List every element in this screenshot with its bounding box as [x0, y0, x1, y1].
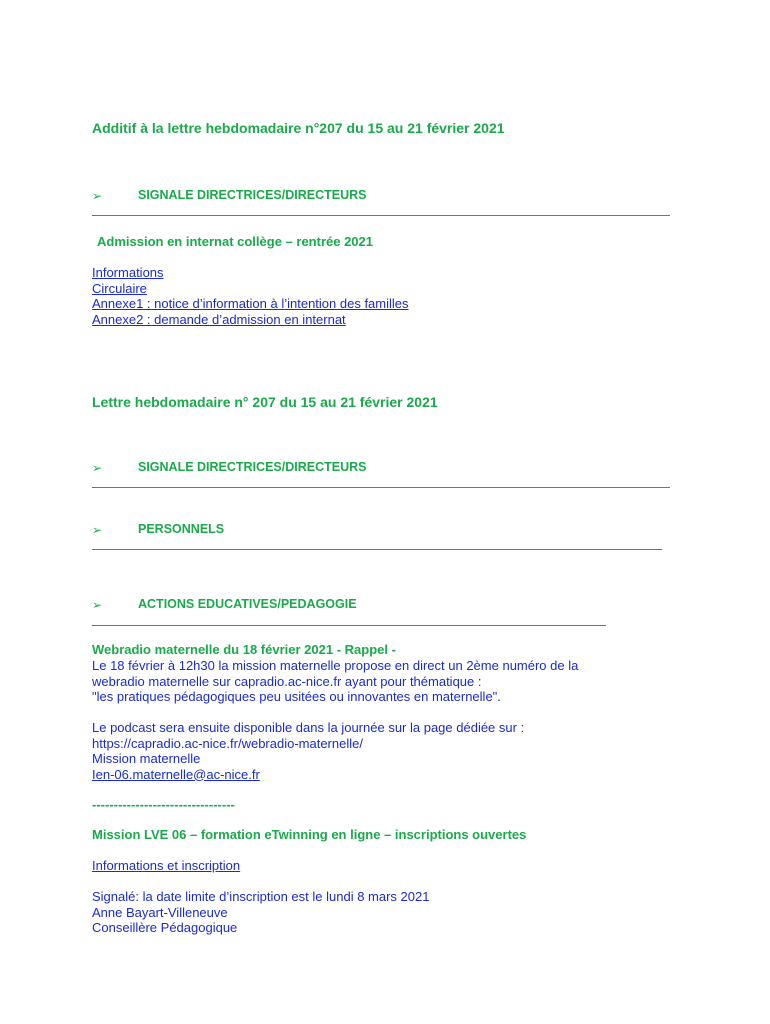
- bullet-arrow-icon: ➢: [92, 598, 103, 612]
- podcast-text: [92, 720, 524, 782]
- lve-title: Mission LVE 06 – formation eTwinning en ligne – inscriptions ouvertes: [92, 827, 527, 842]
- link-informations-inscription[interactable]: Informations et inscription: [92, 858, 241, 873]
- lve-text: [92, 889, 429, 936]
- section-signale-2: SIGNALE DIRECTRICES/DIRECTEURS: [138, 460, 367, 474]
- section-rule: [92, 487, 670, 488]
- bullet-arrow-icon: ➢: [92, 523, 103, 537]
- section-signale-1: SIGNALE DIRECTRICES/DIRECTEURS: [138, 188, 367, 202]
- link-annexe2[interactable]: Annexe2 : demande d’admission en internat: [92, 311, 346, 327]
- separator: ---------------------------------: [92, 797, 235, 812]
- webradio-line: webradio maternelle sur capradio.ac-nice.fr ayant pour thématique :: [92, 673, 482, 689]
- section-rule: [92, 549, 662, 550]
- podcast-line: Le podcast sera ensuite disponible dans la journée sur la page dédiée sur :: [92, 720, 525, 735]
- section-actions: ACTIONS EDUCATIVES/PEDAGOGIE: [138, 597, 357, 611]
- webradio-title: Webradio maternelle du 18 février 2021 - Rappel -: [92, 642, 396, 657]
- lve-line: Signalé: la date limite d’inscription est le lundi 8 mars 2021: [92, 889, 430, 904]
- admission-links: [92, 265, 409, 327]
- admission-title: Admission en internat collège – rentrée 2021: [97, 234, 373, 249]
- link-circulaire[interactable]: Circulaire: [92, 280, 147, 296]
- bullet-arrow-icon: ➢: [92, 461, 103, 475]
- podcast-line: Mission maternelle: [92, 751, 201, 766]
- link-annexe1[interactable]: Annexe1 : notice d’information à l’intention des familles: [92, 296, 409, 311]
- link-informations[interactable]: Informations: [92, 265, 164, 280]
- section-rule: [92, 625, 606, 626]
- webradio-text: [92, 658, 578, 705]
- lettre-title: Lettre hebdomadaire n° 207 du 15 au 21 février 2021: [92, 394, 438, 410]
- lve-line: Anne Bayart-Villeneuve: [92, 904, 228, 920]
- lve-line: Conseillère Pédagogique: [92, 920, 238, 935]
- webradio-line: "les pratiques pédagogiques peu usitées ou innovantes en maternelle".: [92, 689, 501, 704]
- section-personnels: PERSONNELS: [138, 522, 225, 536]
- webradio-line: Le 18 février à 12h30 la mission maternelle propose en direct un 2ème numéro de la: [92, 658, 579, 673]
- lve-link-row: [92, 858, 240, 874]
- additif-title: Additif à la lettre hebdomadaire n°207 du 15 au 21 février 2021: [92, 120, 505, 136]
- podcast-url: https://capradio.ac-nice.fr/webradio-maternelle/: [92, 735, 363, 751]
- bullet-arrow-icon: ➢: [92, 189, 103, 203]
- section-rule: [92, 215, 670, 216]
- email-link[interactable]: Ien-06.maternelle@ac-nice.fr: [92, 766, 260, 782]
